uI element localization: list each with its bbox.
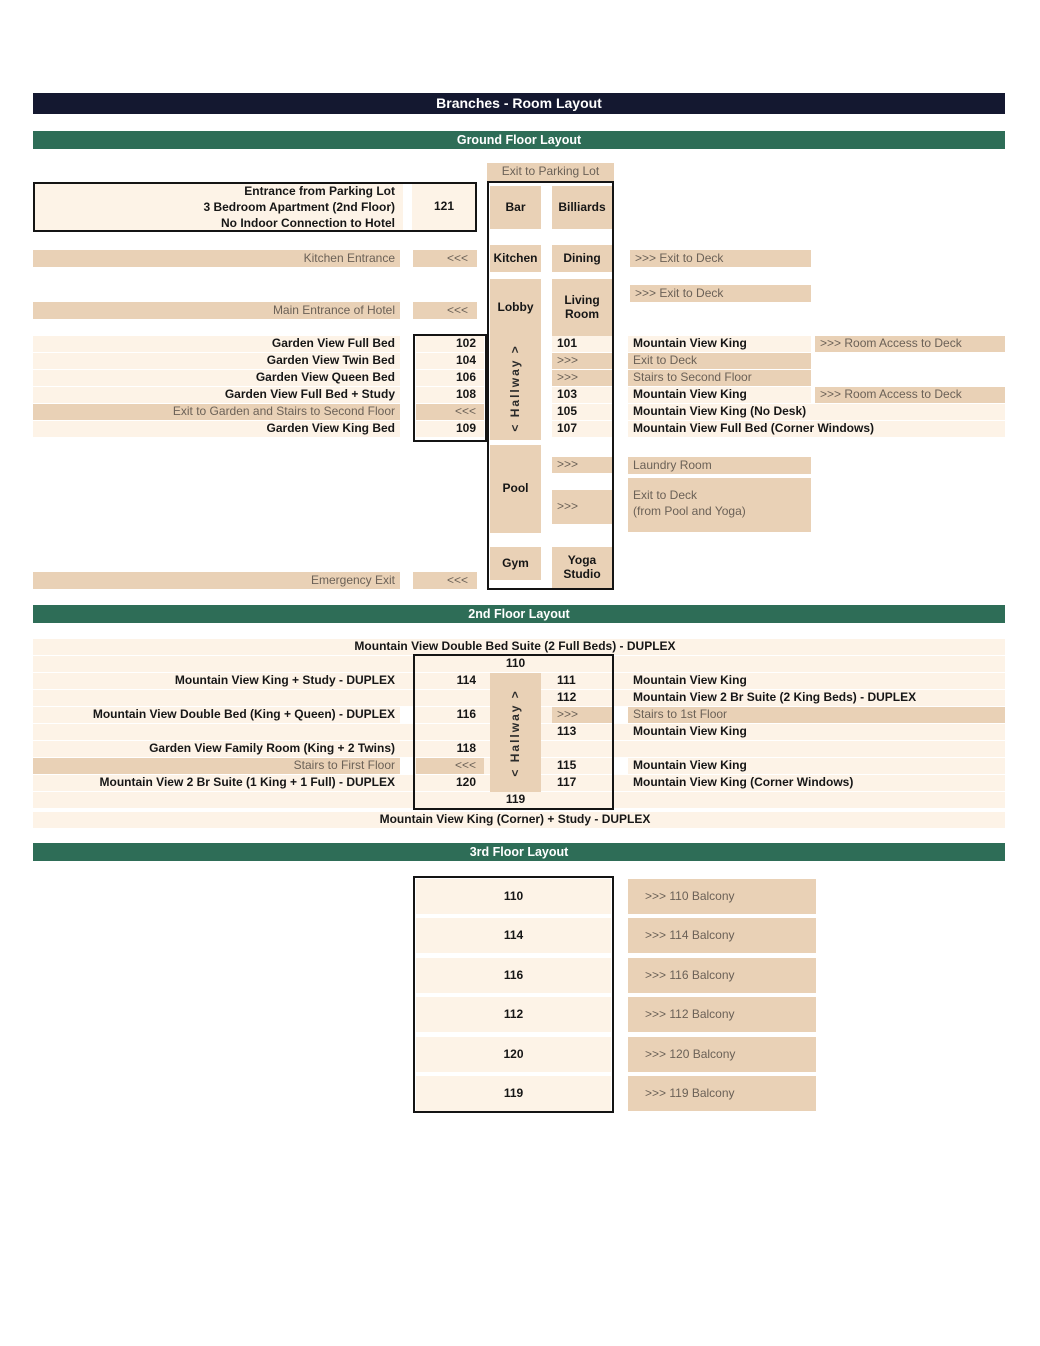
cell-yoga-studio: Yoga Studio <box>552 547 612 588</box>
entry-main-arrow: <<< <box>413 302 477 319</box>
stairs-1st-arrow: >>> <box>552 707 612 723</box>
laundry-arrow: >>> <box>552 457 612 473</box>
cell-dining: Dining <box>552 245 612 272</box>
apartment-line-3: No Indoor Connection to Hotel <box>221 216 395 231</box>
balcony-112: >>> 112 Balcony <box>628 997 816 1032</box>
room-label-109: Garden View King Bed <box>33 421 400 437</box>
stairs-first-arrow: <<< <box>416 758 484 774</box>
page-title: Branches - Room Layout <box>33 93 1005 114</box>
deck-access-101: >>> Room Access to Deck <box>815 336 1005 352</box>
third-room-112: 112 <box>416 997 611 1032</box>
room-number-103: 103 <box>552 387 612 403</box>
room-number-104: 104 <box>416 353 484 369</box>
duplex-span-top: Mountain View Double Bed Suite (2 Full Beds) - DUPLEX <box>354 639 676 654</box>
room-label-107: Mountain View Full Bed (Corner Windows) <box>628 421 1005 437</box>
room-label-115: Mountain View King <box>633 758 747 773</box>
cell-exit-to-deck-2: >>> Exit to Deck <box>630 285 811 302</box>
room-number-121: 121 <box>433 199 455 214</box>
room-number-114: 114 <box>456 673 476 688</box>
third-room-114: 114 <box>416 918 611 953</box>
cell-exit-to-deck-1: >>> Exit to Deck <box>630 250 811 267</box>
room-label-101: Mountain View King <box>628 336 811 352</box>
room-label-116: Mountain View Double Bed (King + Queen) - DUPLEX <box>92 707 395 722</box>
third-room-116: 116 <box>416 958 611 993</box>
room-label-104: Garden View Twin Bed <box>33 353 400 369</box>
label-exit-to-deck: Exit to Deck <box>628 353 811 369</box>
cell-exit-deck-pool-yoga <box>628 478 811 532</box>
pool-exit-arrow: >>> <box>552 490 612 524</box>
room-number-115: 115 <box>557 758 577 773</box>
apartment-line-1: Entrance from Parking Lot <box>244 184 395 199</box>
room-number-109: 109 <box>416 421 484 437</box>
row-exit-to-garden: Exit to Garden and Stairs to Second Floor <box>33 404 400 420</box>
entry-kitchen-arrow: <<< <box>413 250 477 267</box>
balcony-120: >>> 120 Balcony <box>628 1037 816 1072</box>
cell-kitchen: Kitchen <box>490 245 541 272</box>
label-stairs-first-floor: Stairs to First Floor <box>293 758 395 773</box>
room-number-105: 105 <box>552 404 612 420</box>
cell-bar: Bar <box>490 186 541 229</box>
pool-exit-line-1: Exit to Deck <box>633 488 698 502</box>
room-number-106: 106 <box>416 370 484 386</box>
room-number-110: 110 <box>505 656 526 671</box>
room-label-103: Mountain View King <box>628 387 811 403</box>
cell-laundry-room: Laundry Room <box>628 457 811 474</box>
room-number-118: 118 <box>456 741 476 756</box>
room-label-120: Mountain View 2 Br Suite (1 King + 1 Full) - DUPLEX <box>99 775 395 790</box>
room-number-107: 107 <box>552 421 612 437</box>
section-header-second-floor: 2nd Floor Layout <box>33 605 1005 623</box>
column-gap <box>403 184 412 230</box>
balcony-119: >>> 119 Balcony <box>628 1076 816 1111</box>
room-number-112: 112 <box>557 690 577 705</box>
label-stairs-1st-floor: Stairs to 1st Floor <box>628 707 1005 723</box>
room-label-102: Garden View Full Bed <box>33 336 400 352</box>
room-label-108: Garden View Full Bed + Study <box>33 387 400 403</box>
room-label-114: Mountain View King + Study - DUPLEX <box>174 673 395 688</box>
hallway-label: < Hallway > <box>507 344 522 432</box>
balcony-114: >>> 114 Balcony <box>628 918 816 953</box>
room-label-118: Garden View Family Room (King + 2 Twins) <box>149 741 395 756</box>
deck-access-103: >>> Room Access to Deck <box>815 387 1005 403</box>
room-label-106: Garden View Queen Bed <box>33 370 400 386</box>
cell-hallway-ground <box>490 336 541 440</box>
section-header-ground-floor: Ground Floor Layout <box>33 131 1005 149</box>
balcony-116: >>> 116 Balcony <box>628 958 816 993</box>
exit-garden-arrow: <<< <box>416 404 484 420</box>
room-number-119: 119 <box>505 792 526 807</box>
entry-main-entrance: Main Entrance of Hotel <box>33 302 400 319</box>
cell-pool: Pool <box>490 445 541 533</box>
emergency-exit-arrow: <<< <box>413 572 477 589</box>
duplex-span-bottom: Mountain View King (Corner) + Study - DUPLEX <box>379 812 651 827</box>
room-number-120: 120 <box>455 775 476 790</box>
arrow-exit-to-deck: >>> <box>552 353 612 369</box>
cell-lobby: Lobby <box>490 279 541 336</box>
cell-hallway-second <box>490 673 541 792</box>
cell-exit-to-parking-lot: Exit to Parking Lot <box>487 163 614 181</box>
arrow-stairs-second: >>> <box>552 370 612 386</box>
room-number-113: 113 <box>557 724 577 739</box>
balcony-110: >>> 110 Balcony <box>628 879 816 914</box>
room-number-116: 116 <box>456 707 476 722</box>
cell-living-room: Living Room <box>552 279 612 336</box>
room-label-105: Mountain View King (No Desk) <box>628 404 1005 420</box>
room-label-113: Mountain View King <box>633 724 747 739</box>
room-number-101: 101 <box>552 336 612 352</box>
pool-exit-line-2: (from Pool and Yoga) <box>633 503 746 518</box>
apartment-line-2: 3 Bedroom Apartment (2nd Floor) <box>203 200 395 215</box>
section-header-third-floor: 3rd Floor Layout <box>33 843 1005 861</box>
third-room-119: 119 <box>416 1076 611 1111</box>
room-label-111: Mountain View King <box>633 673 747 688</box>
cell-gym: Gym <box>490 547 541 580</box>
room-label-117: Mountain View King (Corner Windows) <box>633 775 854 790</box>
room-number-108: 108 <box>416 387 484 403</box>
room-number-117: 117 <box>557 775 577 790</box>
cell-billiards: Billiards <box>552 186 612 229</box>
hallway-label-second: < Hallway > <box>507 688 522 777</box>
third-room-110: 110 <box>416 879 611 914</box>
entry-emergency-exit: Emergency Exit <box>33 572 400 589</box>
entry-kitchen-entrance: Kitchen Entrance <box>33 250 400 267</box>
room-number-102: 102 <box>416 336 484 352</box>
third-room-120: 120 <box>416 1037 611 1072</box>
label-stairs-second-floor: Stairs to Second Floor <box>628 370 811 386</box>
room-label-112: Mountain View 2 Br Suite (2 King Beds) - DUPLEX <box>633 690 917 705</box>
room-number-111: 111 <box>557 673 576 688</box>
